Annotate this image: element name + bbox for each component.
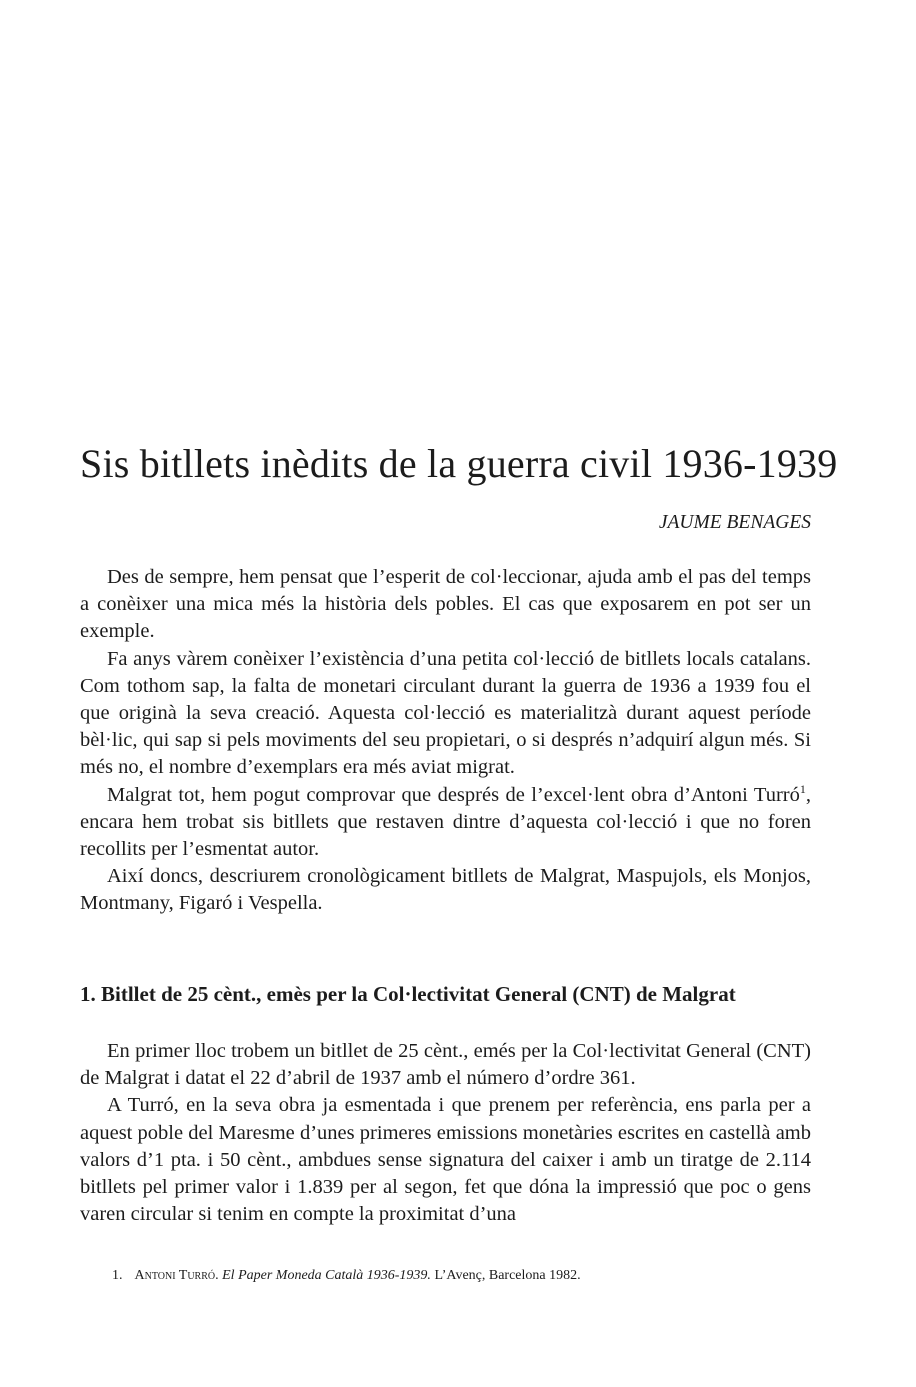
footnote (112, 1268, 581, 1284)
paragraph-text: , encara hem trobat sis bitllets que restaven dintre d’aquesta col·lecció i que no foren recollits per l’esmentat autor. (80, 783, 811, 861)
intro-section (80, 564, 811, 918)
footnote-number: 1. (112, 1268, 123, 1283)
paragraph: Des de sempre, hem pensat que l’esperit de col·leccionar, ajuda amb el pas del temps a conèixer una mica més la història dels pobles. El cas que exposarem en pot ser un exemple. (80, 566, 811, 643)
paragraph-text: Malgrat tot, hem pogut comprovar que després de l’excel·lent obra d’Antoni Turró (107, 783, 800, 806)
section-heading: 1. Bitllet de 25 cènt., emès per la Col·lectivitat General (CNT) de Malgrat (80, 982, 736, 1006)
article-title: Sis bitllets inèdits de la guerra civil 1936-1939 (80, 441, 838, 486)
section-1-body (80, 1038, 811, 1228)
footnote-publisher: L’Avenç, Barcelona 1982. (434, 1268, 581, 1283)
footnote-work: El Paper Moneda Català 1936-1939. (222, 1268, 431, 1283)
paragraph: Així doncs, descriurem cronològicament bitllets de Malgrat, Maspujols, els Monjos, Montmany, Figaró i Vespella. (80, 865, 811, 915)
article-author: JAUME BENAGES (658, 512, 811, 533)
footnote-reference[interactable]: 1 (799, 781, 806, 796)
paragraph: A Turró, en la seva obra ja esmentada i que prenem per referència, ens parla per a aquest poble del Maresme d’unes primeres emissions monetàries escrites en castellà amb valors d’1 pta. i 50 cènt., ambdues sense signatura del caixer i amb un tiratge de 2.114 bitllets pel primer valor i 1.839 per al segon, fet que dóna la impressió que poc o gens varen circular si tenim en compte la proximitat d’una (80, 1094, 811, 1226)
paragraph: Fa anys vàrem conèixer l’existència d’una petita col·lecció de bitllets locals catalans. Com tothom sap, la falta de monetari circulant durant la guerra de 1936 a 1939 fou el que originà la seva creació. Aquesta col·lecció es materialitzà durant aquest període bèl·lic, qui sap si pels moviments del seu propietari, o si després n’adquirí algun més. Si més no, el nombre d’exemplars era més aviat migrat. (80, 647, 811, 779)
paragraph (80, 782, 811, 864)
paragraph: En primer lloc trobem un bitllet de 25 cènt., emés per la Col·lectivitat General (CNT) de Malgrat i datat el 22 d’abril de 1937 amb el número d’ordre 361. (80, 1040, 811, 1090)
footnote-author: Antoni Turró. (134, 1268, 219, 1283)
